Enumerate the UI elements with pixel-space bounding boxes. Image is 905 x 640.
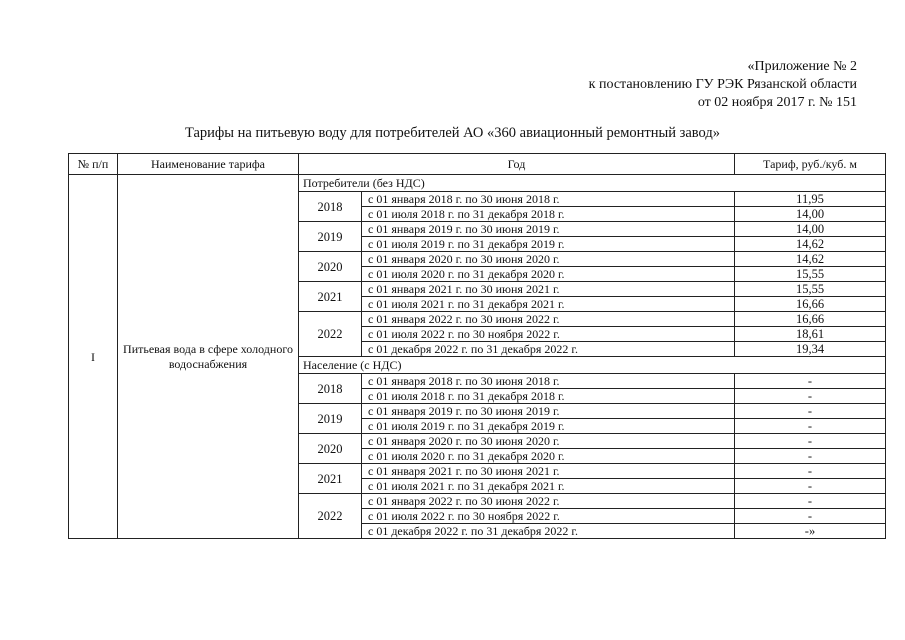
- year-cell: 2020: [299, 434, 362, 464]
- group-row: [69, 175, 886, 192]
- tariff-value-cell: -: [735, 449, 886, 464]
- period-cell: с 01 июля 2020 г. по 31 декабря 2020 г.: [362, 449, 735, 464]
- period-cell: с 01 января 2019 г. по 30 июня 2019 г.: [362, 222, 735, 237]
- tariff-value-cell: 14,62: [735, 237, 886, 252]
- period-cell: с 01 января 2021 г. по 30 июня 2021 г.: [362, 282, 735, 297]
- year-cell: 2019: [299, 222, 362, 252]
- period-cell: с 01 января 2018 г. по 30 июня 2018 г.: [362, 374, 735, 389]
- period-cell: с 01 декабря 2022 г. по 31 декабря 2022 г.: [362, 524, 735, 539]
- tariff-value-cell: -: [735, 404, 886, 419]
- tariff-value-cell: -: [735, 434, 886, 449]
- period-cell: с 01 января 2021 г. по 30 июня 2021 г.: [362, 464, 735, 479]
- period-cell: с 01 июля 2021 г. по 31 декабря 2021 г.: [362, 479, 735, 494]
- tariff-value-cell: -: [735, 494, 886, 509]
- period-cell: с 01 января 2018 г. по 30 июня 2018 г.: [362, 192, 735, 207]
- row-number: I: [69, 175, 118, 539]
- period-cell: с 01 января 2022 г. по 30 июня 2022 г.: [362, 312, 735, 327]
- tariff-value-cell: -: [735, 509, 886, 524]
- appendix-header: [589, 58, 857, 112]
- period-cell: с 01 июля 2019 г. по 31 декабря 2019 г.: [362, 419, 735, 434]
- year-cell: 2019: [299, 404, 362, 434]
- table-header-row: [69, 154, 886, 175]
- year-cell: 2022: [299, 312, 362, 357]
- tariff-value-cell: 14,00: [735, 222, 886, 237]
- period-cell: с 01 июля 2018 г. по 31 декабря 2018 г.: [362, 389, 735, 404]
- header-year: Год: [299, 154, 735, 175]
- document-title: Тарифы на питьевую воду для потребителей АО «360 авиационный ремонтный завод»: [184, 125, 721, 141]
- resolution-reference: к постановлению ГУ РЭК Рязанской области: [588, 77, 857, 92]
- period-cell: с 01 июля 2018 г. по 31 декабря 2018 г.: [362, 207, 735, 222]
- period-cell: с 01 июля 2019 г. по 31 декабря 2019 г.: [362, 237, 735, 252]
- year-cell: 2018: [299, 192, 362, 222]
- tariff-value-cell: 14,62: [735, 252, 886, 267]
- period-cell: с 01 июля 2021 г. по 31 декабря 2021 г.: [362, 297, 735, 312]
- year-cell: 2018: [299, 374, 362, 404]
- tariff-value-cell: 11,95: [735, 192, 886, 207]
- period-cell: с 01 января 2019 г. по 30 июня 2019 г.: [362, 404, 735, 419]
- year-cell: 2021: [299, 282, 362, 312]
- period-cell: с 01 июля 2022 г. по 30 ноября 2022 г.: [362, 509, 735, 524]
- tariff-name: Питьевая вода в сфере холодного водоснабжения: [118, 175, 299, 539]
- tariff-value-cell: 18,61: [735, 327, 886, 342]
- resolution-date: от 02 ноября 2017 г. № 151: [697, 95, 857, 110]
- header-tariff: Тариф, руб./куб. м: [735, 154, 886, 175]
- tariff-value-cell: 16,66: [735, 312, 886, 327]
- period-cell: с 01 января 2022 г. по 30 июня 2022 г.: [362, 494, 735, 509]
- tariff-value-cell: 15,55: [735, 267, 886, 282]
- tariff-value-cell: 14,00: [735, 207, 886, 222]
- tariff-value-cell: -: [735, 374, 886, 389]
- consumer-group-label: Потребители (без НДС): [299, 175, 886, 192]
- tariff-value-cell: -: [735, 419, 886, 434]
- period-cell: с 01 января 2020 г. по 30 июня 2020 г.: [362, 434, 735, 449]
- tariff-value-cell: 16,66: [735, 297, 886, 312]
- period-cell: с 01 декабря 2022 г. по 31 декабря 2022 г.: [362, 342, 735, 357]
- tariff-value-cell: -: [735, 464, 886, 479]
- period-cell: с 01 июля 2022 г. по 30 ноября 2022 г.: [362, 327, 735, 342]
- period-cell: с 01 января 2020 г. по 30 июня 2020 г.: [362, 252, 735, 267]
- tariff-table: [68, 153, 886, 539]
- year-cell: 2022: [299, 494, 362, 539]
- consumer-group-label: Население (с НДС): [299, 357, 886, 374]
- header-num: № п/п: [69, 154, 118, 175]
- year-cell: 2020: [299, 252, 362, 282]
- tariff-value-cell: -»: [735, 524, 886, 539]
- tariff-value-cell: -: [735, 389, 886, 404]
- year-cell: 2021: [299, 464, 362, 494]
- tariff-value-cell: 15,55: [735, 282, 886, 297]
- period-cell: с 01 июля 2020 г. по 31 декабря 2020 г.: [362, 267, 735, 282]
- tariff-value-cell: 19,34: [735, 342, 886, 357]
- header-name: Наименование тарифа: [118, 154, 299, 175]
- appendix-label: «Приложение № 2: [747, 59, 857, 74]
- tariff-value-cell: -: [735, 479, 886, 494]
